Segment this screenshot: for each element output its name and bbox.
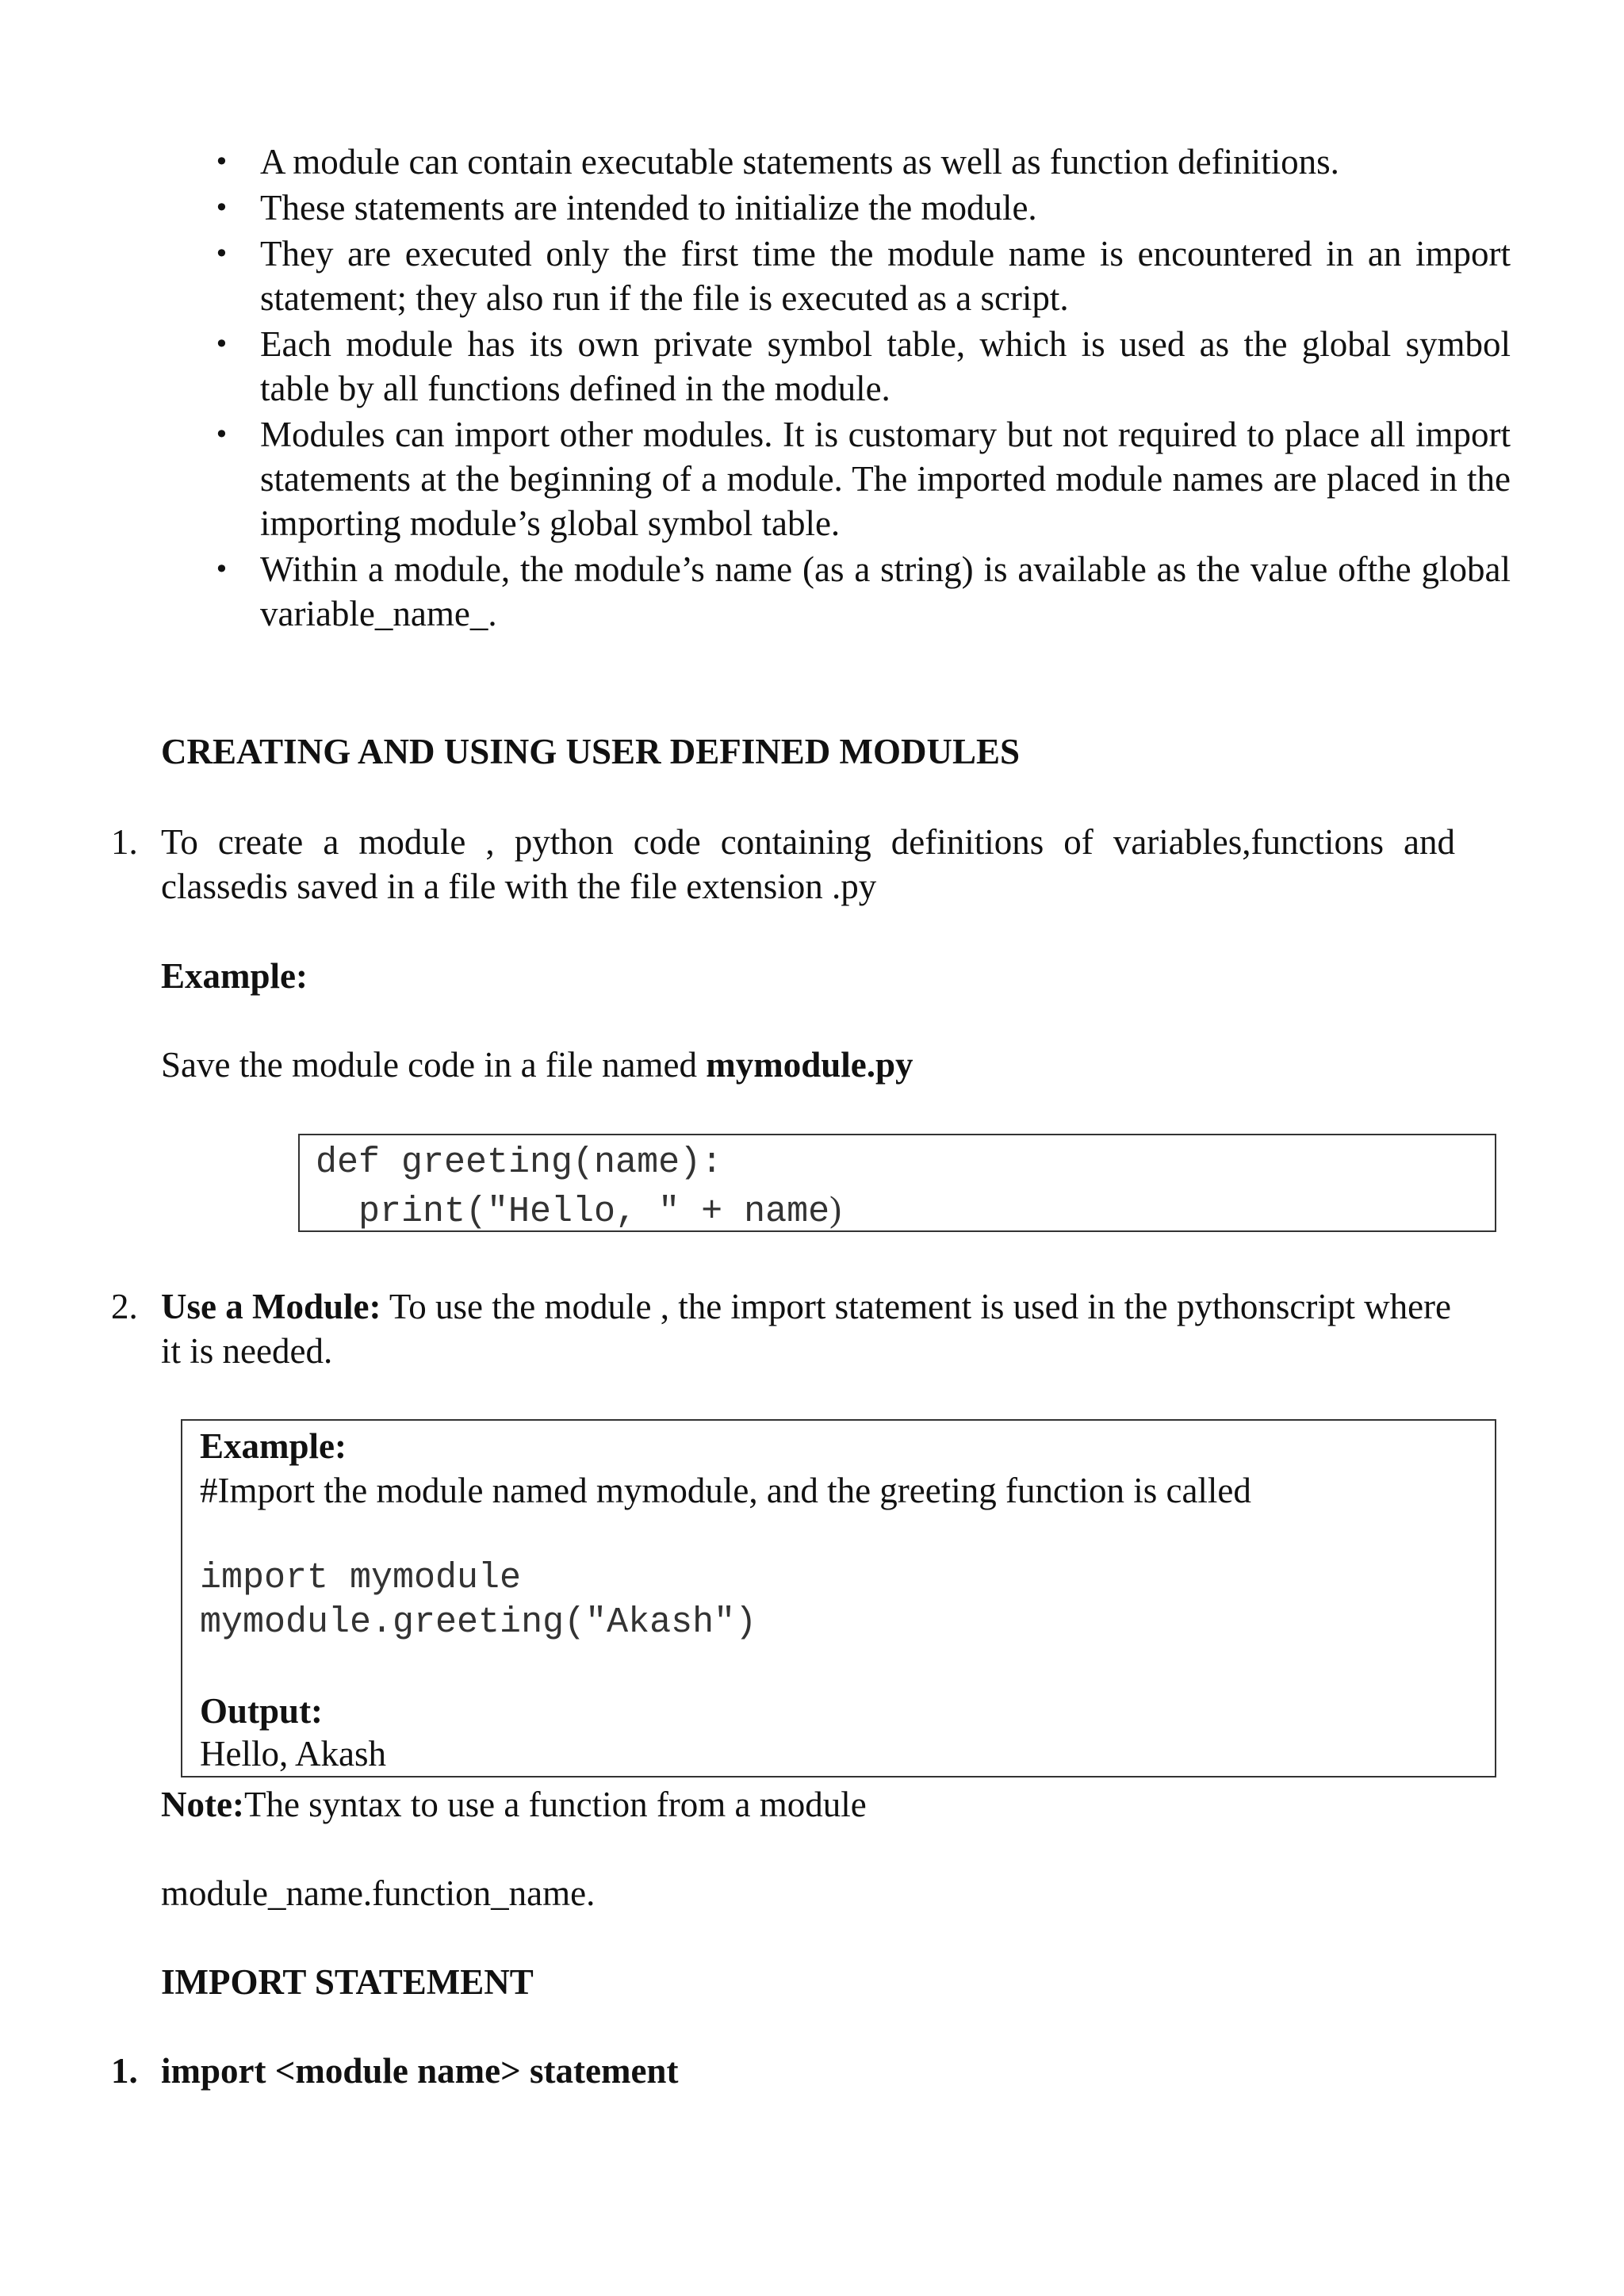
bullet-glyph: • xyxy=(214,554,229,584)
example-comment: #Import the module named mymodule, and the greeting function is called xyxy=(200,1471,1251,1510)
section-heading-creating-modules: CREATING AND USING USER DEFINED MODULES xyxy=(161,732,1021,771)
save-instruction xyxy=(161,1043,914,1087)
code-text: print("Hello, " + name xyxy=(316,1192,830,1232)
item1-text: To create a module , python code containing definitions of variables,functions and classedis saved in a file with the file extension .py xyxy=(161,822,1455,906)
bullet-text: These statements are intended to initialize the module. xyxy=(260,188,1037,228)
import-statement-item: import <module name> statement xyxy=(161,2051,679,2091)
list-number: 2. xyxy=(111,1287,138,1326)
bullet-item xyxy=(214,322,1511,411)
code-block-mymodule xyxy=(298,1134,1496,1232)
save-text: Save the module code in a file named xyxy=(161,1045,707,1085)
bullet-glyph: • xyxy=(214,329,229,359)
bullet-text: Modules can import other modules. It is customary but not required to place all import statements at the beginning of a module. The imported module names are placed in the importing module’s global symbol table. xyxy=(260,415,1511,543)
bullet-text: They are executed only the first time the module name is encountered in an import statement; they also run if the file is executed as a script. xyxy=(260,234,1511,318)
bullet-item xyxy=(214,140,1511,184)
bullet-text: A module can contain executable statements as well as function definitions. xyxy=(260,142,1339,182)
output-text: Hello, Akash xyxy=(200,1734,386,1774)
bullet-glyph: • xyxy=(214,239,229,269)
save-filename: mymodule.py xyxy=(706,1045,914,1085)
bullet-item xyxy=(214,186,1511,230)
example-label: Example: xyxy=(200,1426,347,1466)
note-label: Note: xyxy=(161,1785,244,1824)
output-label: Output: xyxy=(200,1691,324,1731)
bullet-item xyxy=(214,547,1511,636)
note-text: The syntax to use a function from a module xyxy=(243,1785,867,1824)
note xyxy=(161,1782,867,1827)
code-paren: ) xyxy=(829,1189,842,1229)
bullet-text: Each module has its own private symbol table, which is used as the global symbol table by all functions defined in the module. xyxy=(260,324,1511,408)
bullet-item xyxy=(214,232,1511,320)
bullet-glyph: • xyxy=(214,193,229,223)
bullet-glyph: • xyxy=(214,419,229,450)
code-line: def greeting(name): xyxy=(316,1142,723,1183)
list-number: 1. xyxy=(111,2051,138,2091)
list-number: 1. xyxy=(111,822,138,862)
item2-bold-label: Use a Module: xyxy=(161,1287,381,1326)
bullet-text: Within a module, the module’s name (as a string) is available as the value ofthe global variable_name_. xyxy=(260,549,1511,633)
code-line xyxy=(316,1186,841,1235)
section-heading-import-statement: IMPORT STATEMENT xyxy=(161,1962,534,2002)
code-line: import mymodule xyxy=(200,1558,522,1598)
item2-text xyxy=(161,1284,1455,1373)
code-line: mymodule.greeting("Akash") xyxy=(200,1602,757,1643)
bullet-list xyxy=(214,140,1511,637)
note-syntax: module_name.function_name. xyxy=(161,1873,596,1913)
item2-body: To use the module , the import statement is used in the pythonscript where it is needed. xyxy=(161,1287,1452,1371)
bullet-glyph: • xyxy=(214,147,229,177)
example-box-usage xyxy=(181,1419,1496,1777)
example-label: Example: xyxy=(161,956,308,996)
bullet-item xyxy=(214,412,1511,545)
